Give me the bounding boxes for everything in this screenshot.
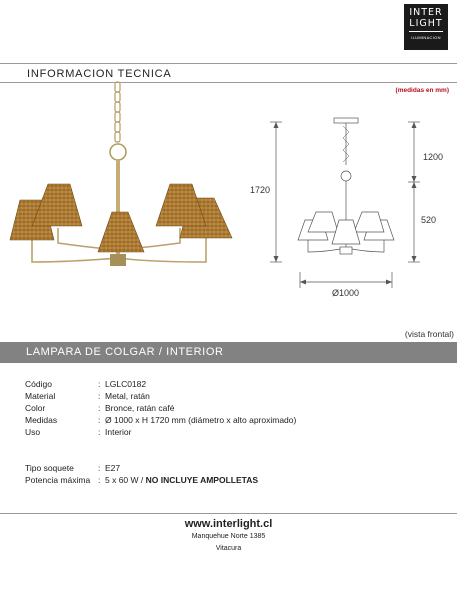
- rattan-shade: [156, 184, 206, 226]
- technical-drawing: [0, 80, 457, 342]
- brand-logo: [404, 4, 448, 50]
- spec-separator: :: [98, 427, 101, 437]
- spec-value: Bronce, ratán café: [105, 403, 175, 413]
- spec-row: [25, 379, 445, 391]
- line-drawing: [298, 118, 394, 254]
- spec-row: [25, 463, 445, 475]
- view-label: (vista frontal): [404, 329, 454, 339]
- spec-value: Interior: [105, 427, 132, 437]
- brand-logo-rule: [409, 31, 443, 32]
- dim-chain-label: 1200: [423, 152, 444, 162]
- brand-logo-line3: ILUMINACION: [411, 35, 441, 40]
- spec-label: Material: [25, 391, 56, 401]
- product-title-band: [0, 342, 457, 363]
- spec-value: E27: [105, 463, 121, 473]
- spec-separator: :: [98, 475, 101, 485]
- brand-logo-line1: INTER: [409, 7, 443, 18]
- spec-label: Uso: [25, 427, 41, 437]
- footer-website-link[interactable]: www.interlight.cl: [184, 518, 273, 530]
- dimension-chain: [408, 122, 420, 182]
- chain: [115, 82, 120, 142]
- footer-address: Manquehue Norte 1385: [191, 533, 266, 540]
- dim-height-total-label: 1720: [250, 185, 271, 195]
- dim-body-label: 520: [421, 215, 437, 225]
- spec-value: Ø 1000 x H 1720 mm (diámetro x alto aproximado): [105, 415, 297, 425]
- spec-row: [25, 403, 445, 415]
- spec-label: Código: [25, 379, 52, 389]
- spec-separator: :: [98, 403, 101, 413]
- spec-separator: :: [98, 463, 101, 473]
- spec-row: [25, 427, 445, 439]
- product-title: LAMPARA DE COLGAR / INTERIOR: [26, 346, 224, 358]
- spec-label: Color: [25, 403, 46, 413]
- center-cup: [110, 254, 126, 266]
- spec-label: Tipo soquete: [25, 463, 74, 473]
- brand-logo-line2: LIGHT: [409, 18, 443, 29]
- spec-value-text: 5 x 60 W /: [105, 475, 146, 485]
- divider-footer: [0, 513, 457, 514]
- spec-row: [25, 415, 445, 427]
- spec-value: Metal, ratán: [105, 391, 150, 401]
- spec-separator: :: [98, 415, 101, 425]
- footer-city: Vitacura: [215, 545, 242, 552]
- dimension-body: [408, 182, 420, 262]
- spec-value-warning: NO INCLUYE AMPOLLETAS: [145, 475, 259, 485]
- units-note: (medidas en mm): [395, 87, 449, 94]
- dimension-height-total: [270, 122, 282, 262]
- section-title: INFORMACION TECNICA: [27, 68, 172, 80]
- rattan-shade: [98, 212, 144, 252]
- spec-label: Medidas: [25, 415, 58, 425]
- dimension-diameter: [300, 272, 392, 288]
- spec-row: [25, 391, 445, 403]
- product-photo: [10, 82, 232, 266]
- spec-label: Potencia máxima: [25, 475, 91, 485]
- ring-ornament: [110, 144, 126, 160]
- divider-top: [0, 63, 457, 64]
- spec-value: LGLC0182: [105, 379, 147, 389]
- spec-separator: :: [98, 391, 101, 401]
- spec-value: [105, 475, 258, 485]
- spec-separator: :: [98, 379, 101, 389]
- spec-row: [25, 475, 445, 487]
- dim-diameter-label: Ø1000: [332, 288, 360, 298]
